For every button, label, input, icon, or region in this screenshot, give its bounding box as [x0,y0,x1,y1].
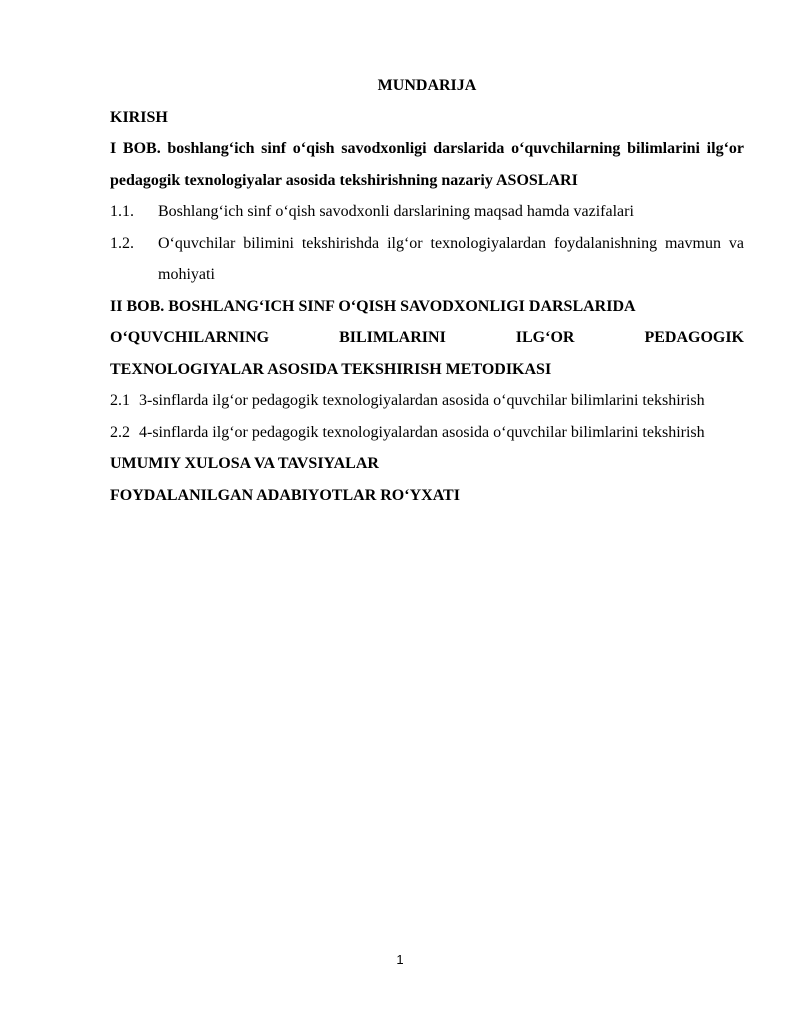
chapter-2-word: PEDAGOGIK [644,329,744,346]
chapter-2-line-3: TEXNOLOGIYALAR ASOSIDA TEKSHIRISH METODIKASI [110,360,552,378]
section-title: 3-sinflarda ilg‘or pedagogik texnologiyalardan asosida o‘quvchilar bilimlarini tekshirish [139,392,705,409]
chapter-2-word: BILIMLARINI [339,329,446,346]
section-title: O‘quvchilar bilimini tekshirishda ilg‘or texnologiyalardan foydalanishning mavmun va mohiyati [158,234,744,283]
table-of-contents [110,70,744,511]
section-number: 2.1 [110,392,130,409]
chapter-2-word: O‘QUVCHILARNING [110,329,270,346]
chapter-2-text-line-1: II BOB. BOSHLANG‘ICH SINF O‘QISH SAVODXONLIGI DARSLARIDA [110,297,636,315]
toc-entry-section-1-2 [110,228,744,291]
toc-entry-chapter-2 [110,291,744,386]
toc-entry-section-1-1 [110,196,744,228]
toc-entry-references: FOYDALANILGAN ADABIYOTLAR RO‘YXATI [110,486,460,504]
section-number: 1.1. [110,203,134,220]
chapter-2-word: ILG‘OR [515,329,575,346]
chapter-2-line-2 [110,322,744,354]
section-number: 2.2 [110,423,130,441]
section-number: 1.2. [110,234,134,252]
section-title: Boshlang‘ich sinf o‘qish savodxonli darslarining maqsad hamda vazifalari [158,203,634,220]
toc-entry-conclusion: UMUMIY XULOSA VA TAVSIYALAR [110,455,379,472]
toc-entry-intro: KIRISH [110,108,168,126]
section-title: 4-sinflarda ilg‘or pedagogik texnologiyalardan asosida o‘quvchilar bilimlarini tekshirish [139,423,705,441]
toc-entry-chapter-1: I BOB. boshlang‘ich sinf o‘qish savodxonligi darslarida o‘quvchilarning bilimlarini ilg‘or pedagogik texnologiyalar asosida tekshirishning nazariy ASOSLARI [110,140,744,189]
page-number: 1 [396,952,404,967]
chapter-2-line-1 [110,291,744,323]
toc-entry-section-2-2 [110,417,744,449]
toc-entry-section-2-1 [110,385,744,417]
page-title: MUNDARIJA [377,77,477,94]
